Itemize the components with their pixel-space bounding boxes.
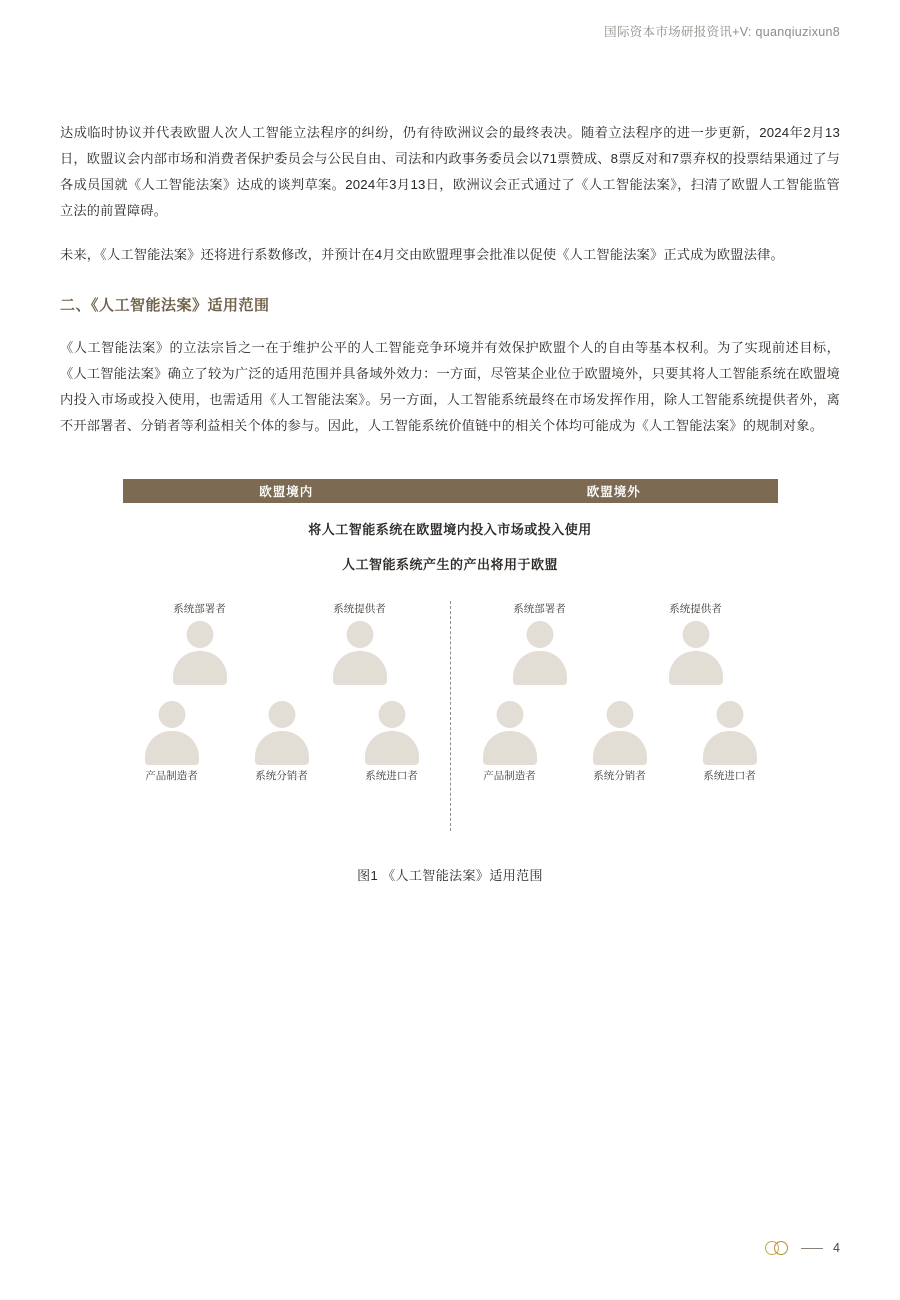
figure-person-right-manufacturer [467,701,553,783]
figure-person-left-distributor [239,701,325,783]
figure-center-divider [450,601,451,831]
figure-label: 产品制造者 [483,770,536,782]
figure-bar-left-label: 欧盟境内 [259,485,314,499]
person-icon [482,701,538,763]
figure-caption-line-1: 将人工智能系统在欧盟境内投入市场或投入使用 [308,522,592,537]
figure-person-left-manufacturer [129,701,215,783]
figure-caption-lines [60,519,840,573]
page-number: 4 [833,1241,840,1255]
person-icon [668,621,724,683]
figure-person-right-importer [687,701,773,783]
figure-bar-right-label: 欧盟境外 [586,485,641,499]
figure-label: 系统进口者 [365,770,418,782]
person-icon [144,701,200,763]
figure-person-left-importer [349,701,435,783]
person-icon [512,621,568,683]
person-icon [172,621,228,683]
figure-person-left-deployer [157,601,243,683]
document-content [60,120,840,884]
page-footer [765,1241,840,1255]
figure-label: 系统部署者 [173,603,226,615]
figure-label: 系统分销者 [255,770,308,782]
brand-logo-icon [765,1241,791,1255]
figure-person-left-provider [317,601,403,683]
footer-divider [801,1248,823,1249]
figure-title: 图1 《人工智能法案》适用范围 [357,868,543,883]
figure-person-right-distributor [577,701,663,783]
figure-label: 系统进口者 [703,770,756,782]
paragraph-1: 达成临时协议并代表欧盟人次人工智能立法程序的纠纷，仍有待欧洲议会的最终表决。随着立法程序的进一步更新，2024年2月13日，欧盟议会内部市场和消费者保护委员会与公民自由、司法和内政事务委员会以71票赞成、8票反对和7票弃权的投票结果通过了与各成员国就《人工智能法案》达成的谈判草案。2024年3月13日，欧洲议会正式通过了《人工智能法案》，扫清了欧盟人工智能监管立法的前置障碍。 [60,125,840,218]
figure-person-right-deployer [497,601,583,683]
section-heading: 二、《人工智能法案》适用范围 [60,297,270,314]
figure-label: 系统分销者 [593,770,646,782]
figure-label: 产品制造者 [145,770,198,782]
figure-header-bar [123,479,778,503]
figure-person-right-provider [653,601,739,683]
person-icon [702,701,758,763]
header-watermark: 国际资本市场研报资讯+V: quanqiuzixun8 [604,25,840,39]
figure-caption-line-2: 人工智能系统产生的产出将用于欧盟 [341,557,558,572]
person-icon [592,701,648,763]
figure-label: 系统提供者 [669,603,722,615]
person-icon [332,621,388,683]
figure-label: 系统提供者 [333,603,386,615]
person-icon [254,701,310,763]
paragraph-2: 未来，《人工智能法案》还将进行系数修改，并预计在4月交由欧盟理事会批准以促使《人工智能法案》正式成为欧盟法律。 [60,247,784,262]
figure-diagram-body [123,601,778,831]
figure-label: 系统部署者 [513,603,566,615]
figure-applicable-scope [60,479,840,884]
person-icon [364,701,420,763]
paragraph-3: 《人工智能法案》的立法宗旨之一在于维护公平的人工智能竞争环境并有效保护欧盟个人的自由等基本权利。为了实现前述目标，《人工智能法案》确立了较为广泛的适用范围并具备域外效力：一方面，尽管某企业位于欧盟境外，只要其将人工智能系统在欧盟境内投入市场或投入使用，也需适用《人工智能法案》。另一方面，人工智能系统最终在市场发挥作用，除人工智能系统提供者外，离不开部署者、分销者等利益相关个体的参与。因此，人工智能系统价值链中的相关个体均可能成为《人工智能法案》的规制对象。 [60,340,840,433]
